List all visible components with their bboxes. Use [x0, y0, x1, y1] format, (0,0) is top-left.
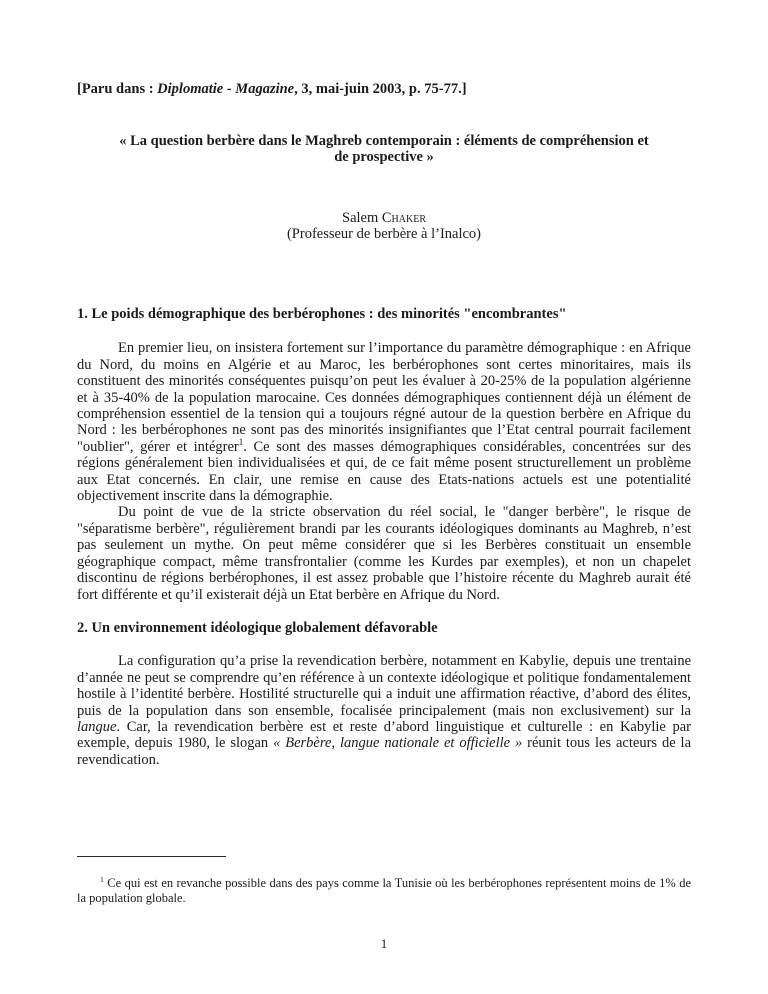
footnote-1-marker: 1 — [100, 874, 104, 884]
footnote-reference-1: 1 — [238, 437, 244, 448]
author-block — [77, 210, 691, 243]
paragraph-3-text-c: réunit tous les acteurs de la revendication. — [77, 735, 692, 768]
section-2-heading: 2. Un environnement idéologique globalement défavorable — [77, 619, 438, 636]
paragraph-3-text-a: La configuration qu’a prise la revendication berbère, notamment en Kabylie, depuis une trentaine d’année ne peut se comprendre qu’en référence à un contexte idéologique et politique fondamentalement hostile à l’identité berbère. Hostilité structurelle qui a induit une affirmation réactive, d’abord des élites, puis de la population dans son ensemble, focalisée principalement (mais non exclusivement) sur la — [77, 653, 691, 719]
author-given-name: Salem — [342, 210, 382, 226]
page-number: 1 — [380, 936, 388, 951]
paragraph-1 — [77, 340, 691, 504]
paragraph-1-text-b: . Ce sont des masses démographiques considérables, concentrées sur des régions généralement bien individualisées et qui, de ce fait même posent structurellement un problème aux Etat concernés. En clair, une remise en cause des Etats-nations actuels est une potentialité objectivement inscrite dans la démographie. — [77, 438, 691, 505]
footnote-separator — [77, 856, 226, 857]
paragraph-3 — [77, 653, 691, 768]
emphasis-langue: langue — [77, 718, 117, 735]
article-title-line-2: de prospective » — [334, 149, 434, 166]
paragraph-1-text-a: En premier lieu, on insistera fortement sur l’importance du paramètre démographique : en Afrique du Nord, du moins en Algérie et au Maroc, les berbérophones sont certes minoritaires, mais ils constituent des minorités conséquentes puisqu’on peut les évaluer à 20-25% de la population algérienne et à 35-40% de la population marocaine. Ces données démographiques contiennent déjà un élément de compréhension essentiel de la tension qui a toujours régné autour de la question berbère en Afrique du Nord : les berbérophones ne sont pas des minorités insignifiantes que l’Etat central pourrait facilement "oublier", gérer et intégrer — [77, 340, 691, 455]
emphasis-slogan: « Berbère, langue nationale et officielle » — [273, 735, 523, 752]
paragraph-2: Du point de vue de la stricte observation du réel social, le "danger berbère", le risque de "séparatisme berbère", régulièrement brandi par les courants idéologiques dominants au Maghreb, n’est pas seulement un mythe. On peut même considérer que si les Berbères constituait un ensemble géographique compact, même transfrontalier (comme les Kurdes par exemples), et non un chapelet discontinu de régions berbérophones, il est assez probable que l’histoire récente du Maghreb aurait été fort différente et qu’il existerait déjà un Etat berbère en Afrique du Nord. — [77, 504, 691, 603]
author-name — [77, 210, 691, 226]
article-body — [77, 306, 691, 768]
publication-reference-prefix: [Paru dans : — [77, 81, 158, 97]
author-family-name: Chaker — [381, 210, 426, 226]
footnote-1 — [77, 876, 691, 906]
article-title — [77, 133, 691, 166]
footnote-1-text: Ce qui est en revanche possible dans des pays comme la Tunisie où les berbérophones représentent moins de 1% de la population globale. — [77, 876, 691, 905]
article-title-line-1: « La question berbère dans le Maghreb contemporain : éléments de compréhension et — [119, 133, 649, 149]
paragraph-3-text-b: . Car, la revendication berbère est et reste d’abord linguistique et culturelle : en Kabylie par exemple, depuis 1980, le slogan — [77, 718, 691, 752]
journal-name: Diplomatie - Magazine — [157, 81, 295, 97]
publication-reference — [77, 81, 691, 97]
section-1-heading: 1. Le poids démographique des berbérophones : des minorités "encombrantes" — [77, 306, 567, 322]
publication-reference-suffix: , 3, mai-juin 2003, p. 75-77.] — [294, 81, 467, 97]
author-affiliation: (Professeur de berbère à l’Inalco) — [286, 226, 482, 243]
